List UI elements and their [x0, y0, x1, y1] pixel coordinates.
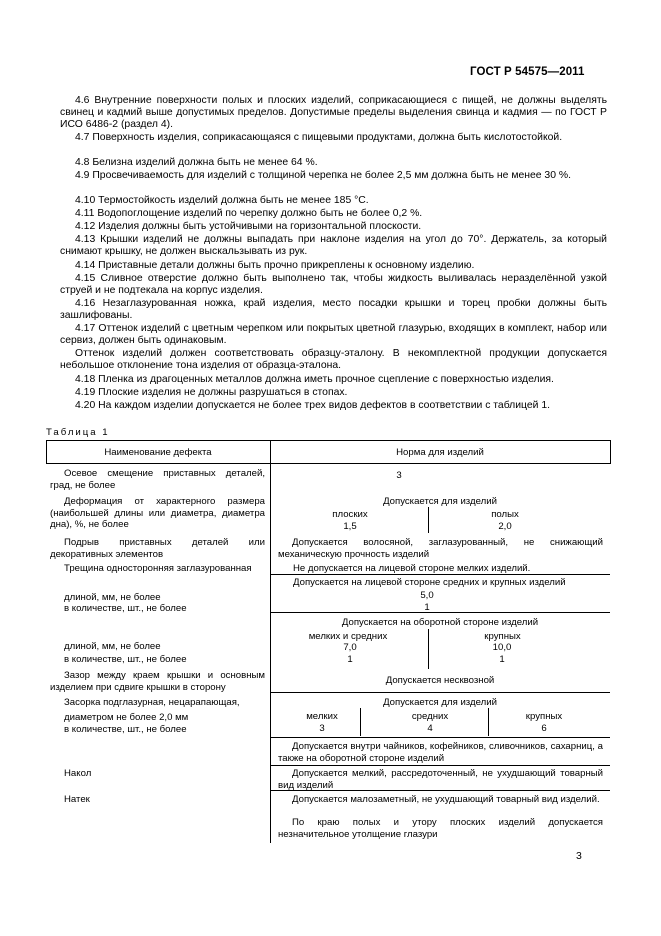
row4-sub-large: крупных	[484, 631, 521, 642]
row5-value: Допускается несквозной	[385, 675, 495, 686]
row8-value-2: По краю полых и утору плоских изделий допускается незначительное утолщение глазури	[278, 817, 603, 840]
row2-sub-flat: плоских	[332, 509, 368, 520]
row5-defect: Зазор между краем крышки и основным изделием при сдвиге крышки в сторону	[50, 670, 265, 693]
row6-value-large: 6	[541, 723, 547, 734]
row6-sub-medium: средних	[411, 711, 449, 722]
paragraph-4-7: 4.7 Поверхность изделия, соприкасающаяся с пищевыми продуктами, должна быть кислотостойкой.	[75, 132, 563, 143]
paragraph-4-11: 4.11 Водопоглощение изделий по черепку должно быть не более 0,2 %.	[75, 208, 423, 219]
row6-sub-small: мелких	[306, 711, 338, 722]
paragraph-4-6: 4.6 Внутренние поверхности полых и плоских изделий, соприкасающиеся с пищей, не должны выделять свинец и кадмий выше допустимых пределов. Допустимые пределы выделения свинца и кадмия — по ГОСТ Р ИСО 6486-2 (раздел 4).	[60, 95, 607, 131]
paragraph-4-8: 4.8 Белизна изделий должна быть не менее 64 %.	[75, 157, 318, 168]
row2-defect: Деформация от характерного размера (наибольшей длины или диаметра, диаметра дна), %, не более	[50, 496, 265, 530]
row4-length-label: длиной, мм, не более	[64, 592, 161, 603]
row4-count-label: в количестве, шт., не более	[64, 603, 187, 614]
row4-front-large: Допускается на лицевой стороне средних и крупных изделий	[293, 577, 566, 588]
row7-defect: Накол	[64, 768, 92, 779]
paragraph-4-9: 4.9 Просвечиваемость для изделий с толщиной черепка не более 2,5 мм должна быть не менее 30 %.	[75, 170, 571, 181]
row4-back-head: Допускается на оборотной стороне изделий	[341, 617, 539, 628]
row4-count2-small: 1	[347, 654, 353, 665]
row6-defect: Засорка подглазурная, нецарапающая,	[64, 697, 240, 708]
row2-value-flat: 1,5	[343, 521, 357, 532]
table-col2-header: Норма для изделий	[396, 447, 484, 458]
row6-head: Допускается для изделий	[383, 697, 497, 708]
paragraph-4-17-cont: Оттенок изделий должен соответствовать образцу-эталону. В некомплектной продукции допускается небольшое отклонение тона изделия от образца-эталона.	[60, 348, 607, 372]
row2-value-hollow: 2,0	[498, 521, 512, 532]
paragraph-4-15: 4.15 Сливное отверстие должно быть выполнено так, чтобы жидкость выливалась неразделённой узкой струей и не подтекала на корпус изделия.	[60, 273, 607, 297]
row6-sub-large: крупных	[525, 711, 563, 722]
row4-count2-label: в количестве, шт., не более	[64, 654, 187, 665]
table-caption: Таблица 1	[46, 427, 110, 438]
paragraph-4-17: 4.17 Оттенок изделий с цветным черепком или покрытых цветной глазурью, входящих в комплект, набор или сервиз, должен быть одинаковым.	[60, 323, 607, 347]
row3-value: Допускается волосяной, заглазурованный, не снижающий механическую прочность изделий	[278, 537, 603, 560]
row4-length2-large: 10,0	[492, 642, 512, 653]
row2-head: Допускается для изделий	[383, 496, 497, 507]
row6-diameter-label: диаметром не более 2,0 мм	[64, 712, 189, 723]
row4-length2-label: длиной, мм, не более	[64, 641, 161, 652]
row3-defect: Подрыв приставных деталей или декоративных элементов	[50, 537, 265, 560]
row2-sub-hollow: полых	[491, 509, 519, 520]
paragraph-4-13: 4.13 Крышки изделий не должны выпадать при наклоне изделия на угол до 70°. Держатель, за который снимают крышку, не должен выскальзывать из рук.	[60, 234, 607, 258]
row4-count2-large: 1	[499, 654, 505, 665]
row4-length-value: 5,0	[420, 590, 434, 601]
row6-extra: Допускается внутри чайников, кофейников, сливочников, сахарниц, а также на оборотной стороне изделий	[278, 741, 603, 764]
paragraph-4-19: 4.19 Плоские изделия не должны разрушаться в стопах.	[75, 387, 348, 398]
paragraph-4-10: 4.10 Термостойкость изделий должна быть не менее 185 °С.	[75, 195, 369, 206]
row6-count-label: в количестве, шт., не более	[64, 724, 187, 735]
row6-value-medium: 4	[427, 723, 433, 734]
row4-length2-small: 7,0	[343, 642, 357, 653]
paragraph-4-18: 4.18 Пленка из драгоценных металлов должна иметь прочное сцепление с поверхностью изделия.	[75, 374, 554, 385]
row8-defect: Натек	[64, 794, 90, 805]
table-col1-header: Наименование дефекта	[104, 447, 212, 458]
paragraph-4-20: 4.20 На каждом изделии допускается не более трех видов дефектов в соответствии с таблицей 1.	[75, 400, 551, 411]
row4-defect: Трещина односторонняя заглазурованная	[64, 563, 252, 574]
page-number: 3	[576, 850, 582, 862]
row4-front-small: Не допускается на лицевой стороне мелких изделий.	[293, 563, 531, 574]
document-header: ГОСТ Р 54575—2011	[470, 66, 585, 78]
paragraph-4-14: 4.14 Приставные детали должны быть прочно прикреплены к основному изделию.	[75, 260, 475, 271]
paragraph-4-12: 4.12 Изделия должны быть устойчивыми на горизонтальной плоскости.	[75, 221, 422, 232]
paragraph-4-16: 4.16 Незаглазурованная ножка, край изделия, место посадки крышки и торец пробки должны быть зашлифованы.	[60, 298, 607, 322]
row4-count-value: 1	[424, 602, 430, 613]
row1-defect: Осевое смещение приставных деталей, град, не более	[50, 468, 265, 491]
row4-sub-small-medium: мелких и средних	[308, 631, 388, 642]
row8-value-1: Допускается малозаметный, не ухудшающий товарный вид изделий.	[292, 794, 600, 805]
row7-value: Допускается мелкий, рассредоточенный, не ухудшающий товарный вид изделий	[278, 768, 603, 791]
row6-value-small: 3	[319, 723, 325, 734]
row1-value: 3	[396, 470, 402, 481]
